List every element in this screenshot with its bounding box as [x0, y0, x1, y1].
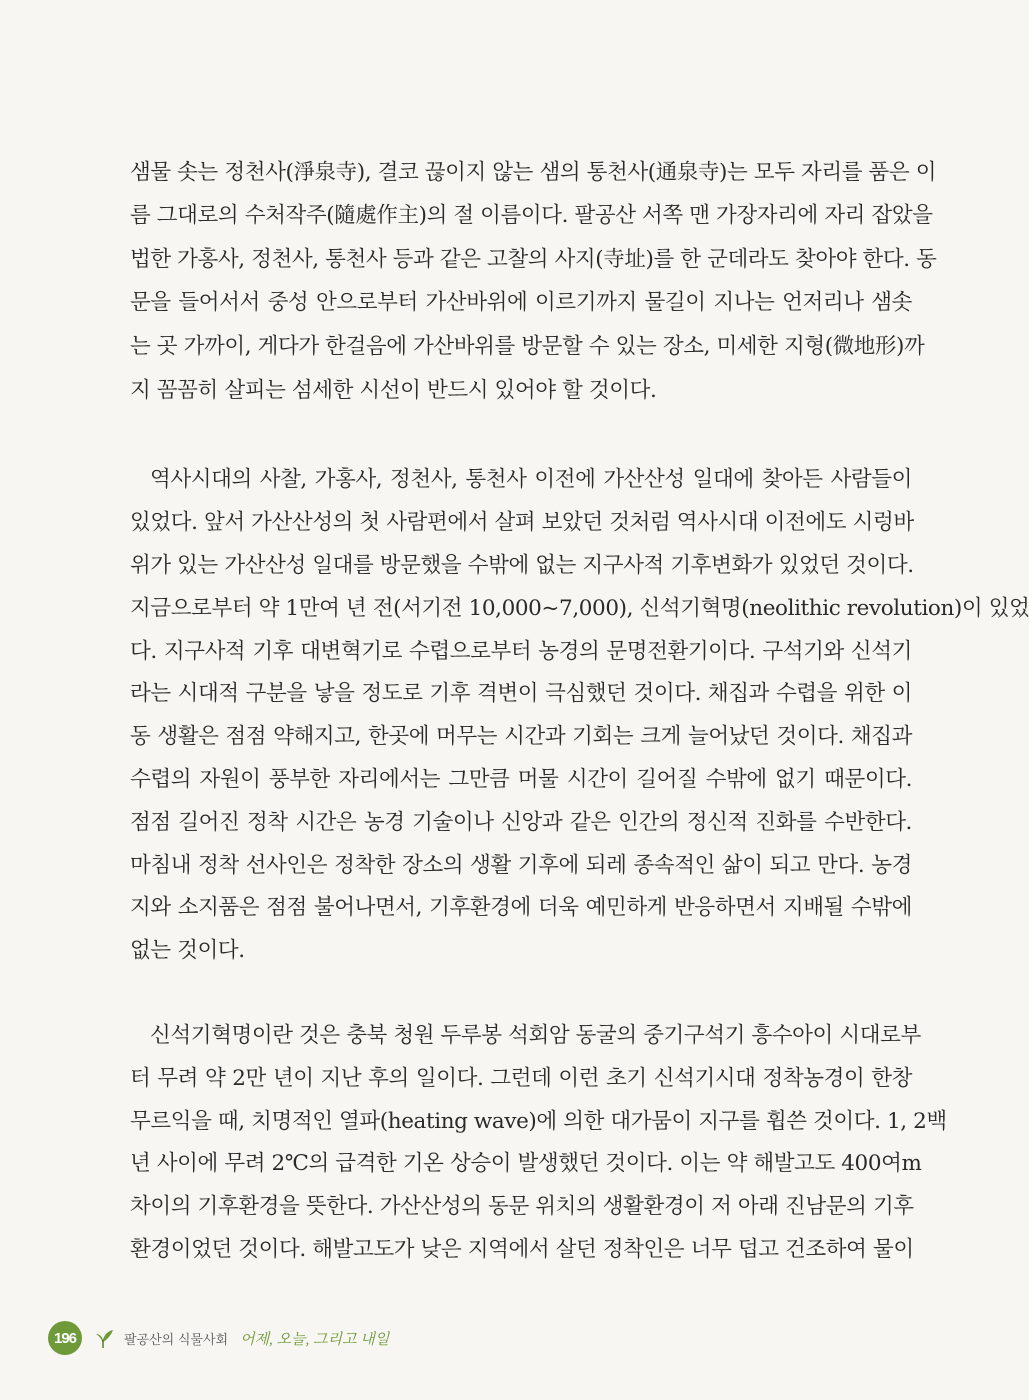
text-line: 샘물 솟는 정천사(淨泉寺), 결코 끊이지 않는 샘의 통천사(通泉寺)는 모두 자리를 품은 이 [130, 160, 937, 185]
text-line: 환경이었던 것이다. 해발고도가 낮은 지역에서 살던 정착인은 너무 덥고 건조하여 물이 [130, 1237, 914, 1262]
text-line: 동 생활은 점점 약해지고, 한곳에 머무는 시간과 기회는 크게 늘어났던 것이다. 채집과 [130, 724, 912, 749]
text-line: 법한 가홍사, 정천사, 통천사 등과 같은 고찰의 사지(寺址)를 한 군데라도 찾아야 한다. 동 [130, 247, 937, 272]
text-line: 는 곳 가까이, 게다가 한걸음에 가산바위를 방문할 수 있는 장소, 미세한 지형(微地形)까 [130, 334, 925, 359]
text-line: 차이의 기후환경을 뜻한다. 가산산성의 동문 위치의 생활환경이 저 아래 진남문의 기후 [130, 1194, 914, 1219]
text-line: 있었다. 앞서 가산산성의 첫 사람편에서 살펴 보았던 것처럼 역사시대 이전에도 시렁바 [130, 510, 914, 535]
page-number: 196 [48, 1321, 82, 1355]
text-line: 역사시대의 사찰, 가홍사, 정천사, 통천사 이전에 가산산성 일대에 찾아든 사람들이 [150, 467, 912, 492]
text-line: 없는 것이다. [130, 938, 245, 963]
text-line: 위가 있는 가산산성 일대를 방문했을 수밖에 없는 지구사적 기후변화가 있었던 것이다. [130, 553, 914, 578]
text-line: 년 사이에 무려 2℃의 급격한 기온 상승이 발생했던 것이다. 이는 약 해발고도 400여m [130, 1151, 922, 1176]
text-line: 마침내 정착 선사인은 정착한 장소의 생활 기후에 되레 종속적인 삶이 되고 만다. 농경 [130, 853, 912, 878]
page-footer [48, 1318, 389, 1358]
text-line: 지와 소지품은 점점 불어나면서, 기후환경에 더욱 예민하게 반응하면서 지배될 수밖에 [130, 895, 912, 920]
text-line: 수렵의 자원이 풍부한 자리에서는 그만큼 머물 시간이 길어질 수밖에 없기 때문이다. [130, 767, 912, 792]
text-line: 지 꼼꼼히 살피는 섬세한 시선이 반드시 있어야 할 것이다. [130, 378, 657, 403]
leaf-icon [90, 1326, 116, 1350]
text-line: 다. 지구사적 기후 대변혁기로 수렵으로부터 농경의 문명전환기이다. 구석기와 신석기 [130, 639, 912, 664]
text-line: 지금으로부터 약 1만여 년 전(서기전 10,000~7,000), 신석기혁명(neolithic revolution)이 있었 [130, 596, 1029, 621]
text-line: 무르익을 때, 치명적인 열파(heating wave)에 의한 대가뭄이 지구를 휩쓴 것이다. 1, 2백 [130, 1109, 947, 1134]
text-line: 름 그대로의 수처작주(隨處作主)의 절 이름이다. 팔공산 서쪽 맨 가장자리에 자리 잡았을 [130, 203, 933, 228]
book-name: 팔공산의 식물사회 [124, 1331, 229, 1347]
text-line: 라는 시대적 구분을 낳을 정도로 기후 격변이 극심했던 것이다. 채집과 수렵을 위한 이 [130, 681, 912, 706]
text-line: 점점 길어진 정착 시간은 농경 기술이나 신앙과 같은 인간의 정신적 진화를 수반한다. [130, 810, 912, 835]
text-line: 터 무려 약 2만 년이 지난 후의 일이다. 그런데 이런 초기 신석기시대 정착농경이 한창 [130, 1066, 912, 1091]
book-subtitle: 어제, 오늘, 그리고 내일 [240, 1331, 390, 1348]
text-line: 신석기혁명이란 것은 충북 청원 두루봉 석회암 동굴의 중기구석기 흥수아이 시대로부 [150, 1023, 921, 1048]
text-line: 문을 들어서서 중성 안으로부터 가산바위에 이르기까지 물길이 지나는 언저리나 샘솟 [130, 290, 912, 315]
